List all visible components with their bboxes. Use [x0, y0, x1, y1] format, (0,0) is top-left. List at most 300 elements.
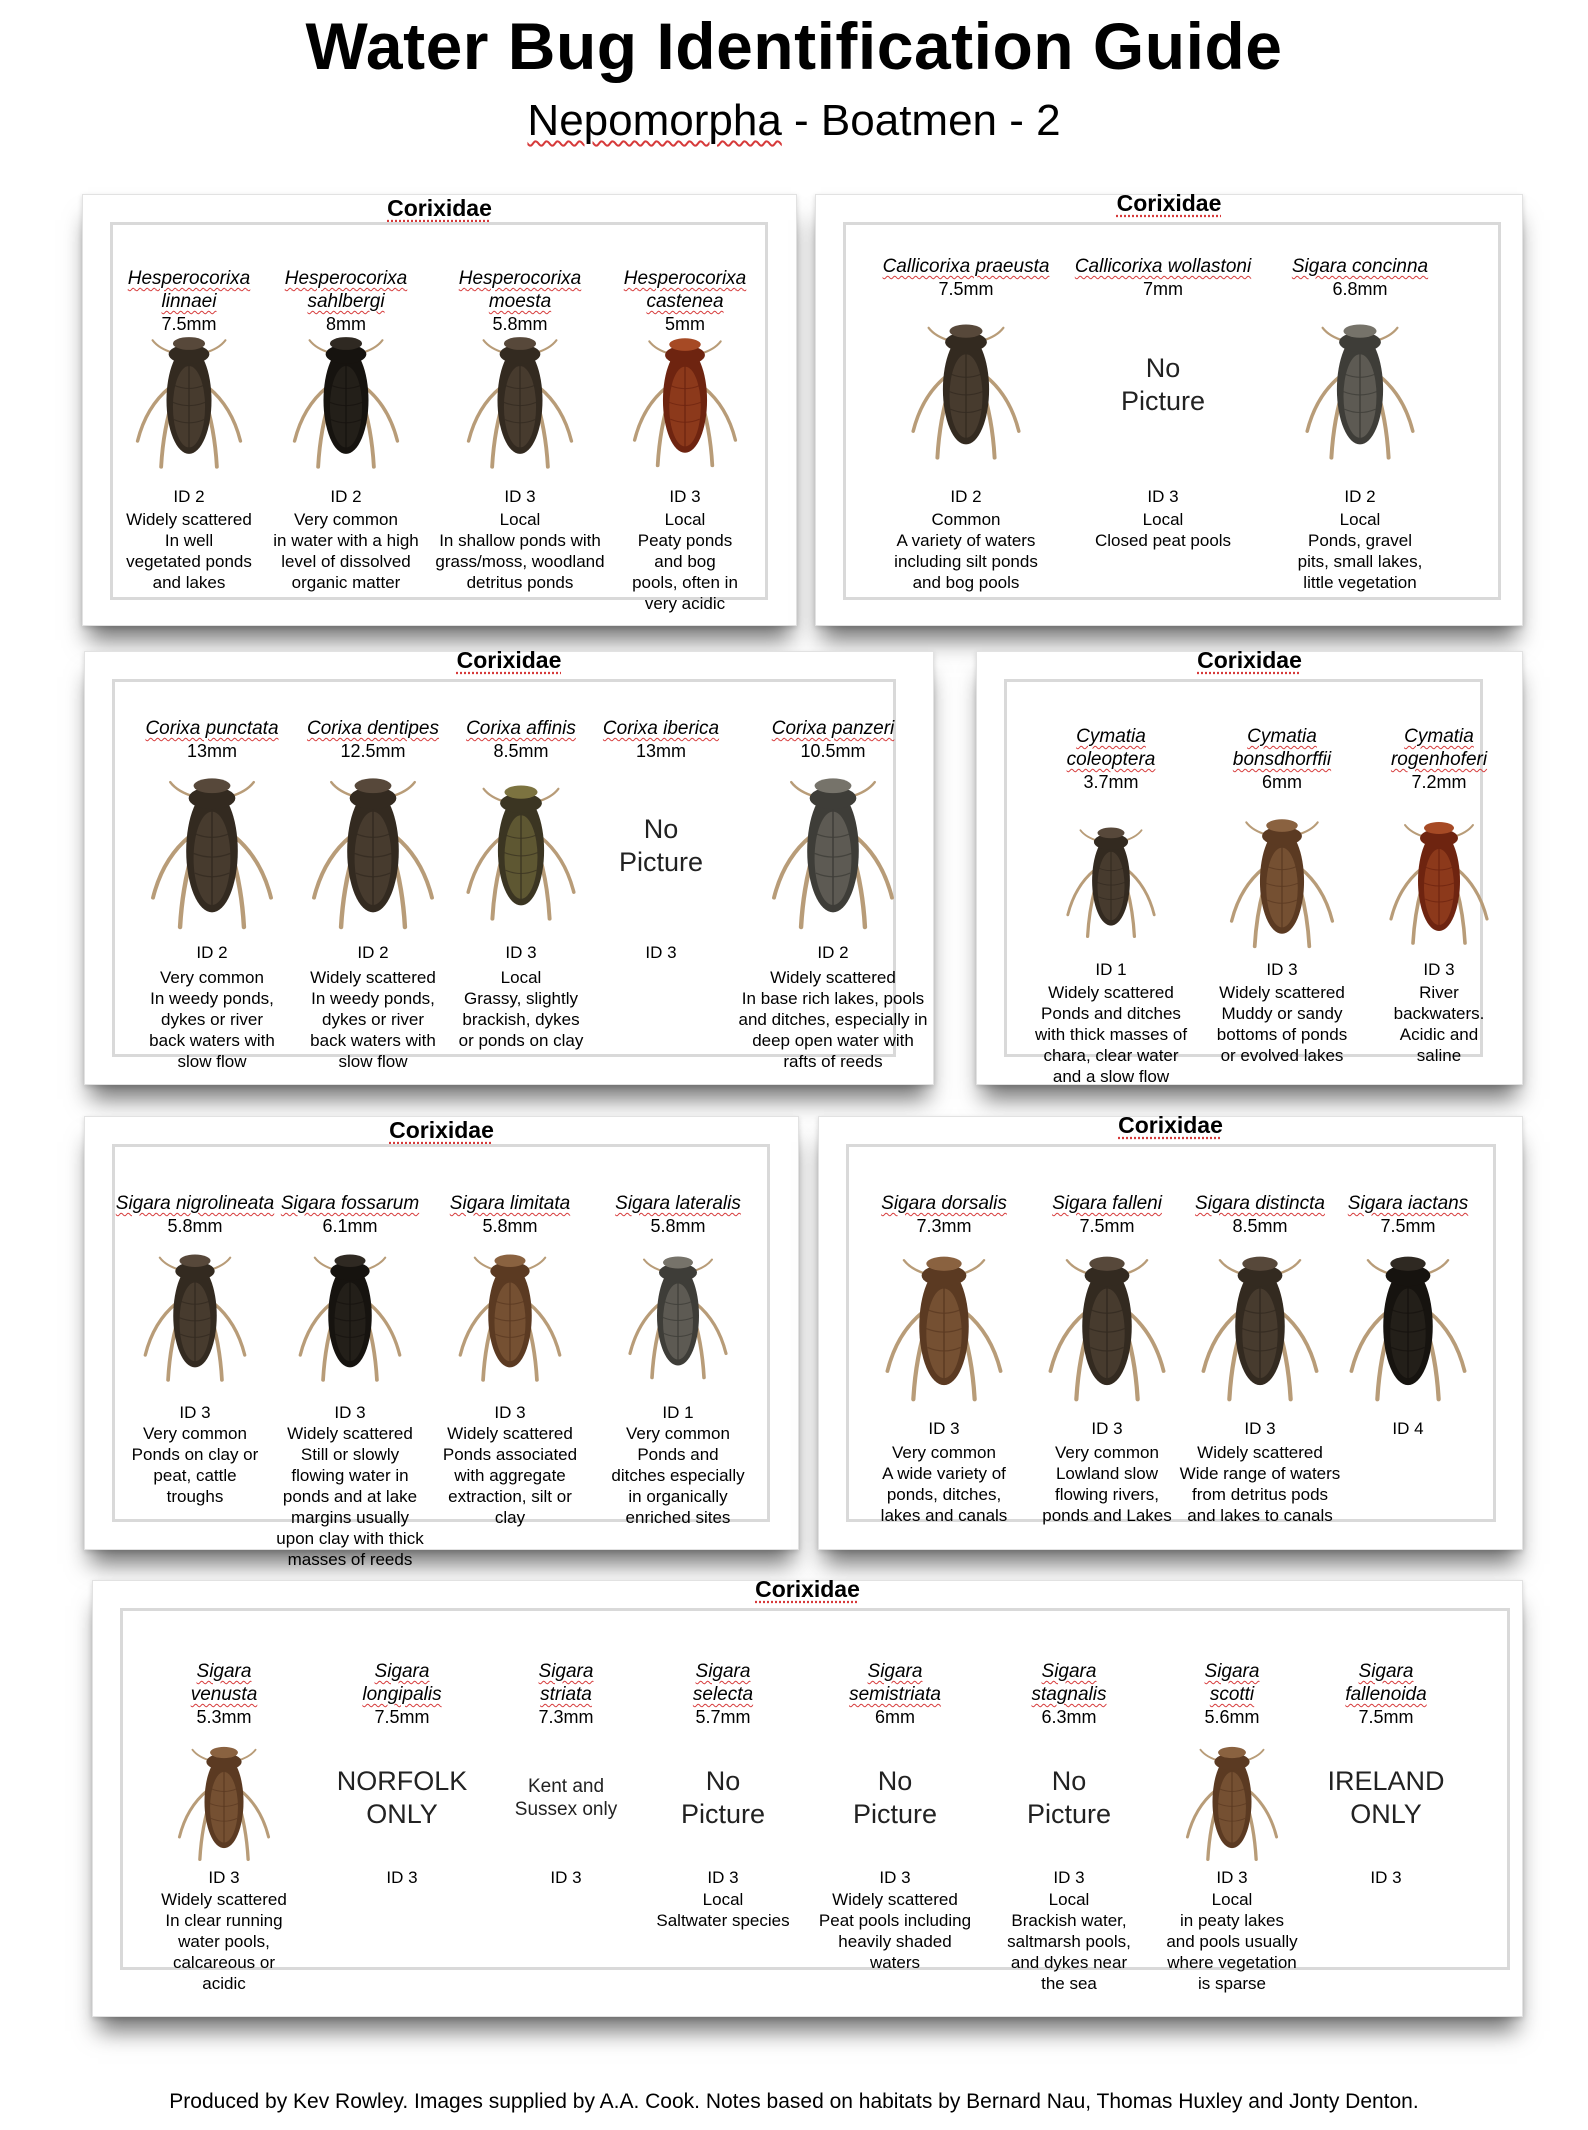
- page-title: Water Bug Identification Guide: [305, 9, 1283, 83]
- id-difficulty: ID 3: [334, 1403, 366, 1422]
- species-entry: [1364, 682, 1514, 1065]
- habitat-line: clay: [494, 1508, 526, 1527]
- habitat-line: deep open water with: [752, 1031, 914, 1050]
- placeholder-line: ONLY: [366, 1799, 438, 1829]
- water-boatman-image: [633, 321, 738, 471]
- scientific-name: Sigara: [1041, 1661, 1097, 1682]
- habitat-line: with thick masses of: [1034, 1025, 1188, 1044]
- species-entry: [114, 225, 264, 597]
- id-difficulty: ID 3: [179, 1403, 211, 1422]
- water-boatman-image: [1348, 1239, 1468, 1404]
- body-length: 5.6mm: [1204, 1707, 1260, 1727]
- habitat-line: where vegetation: [1167, 1953, 1297, 1972]
- id-difficulty: ID 3: [669, 487, 701, 506]
- habitat-line: with aggregate: [454, 1466, 566, 1485]
- habitat-line: Widely scattered: [832, 1890, 958, 1909]
- scientific-name: rogenhoferi: [1390, 749, 1488, 770]
- body-length: 5.8mm: [492, 314, 548, 334]
- habitat-line: Still or slowly: [300, 1445, 400, 1464]
- page-subtitle: [0, 96, 1588, 146]
- id-difficulty: ID 2: [173, 487, 205, 506]
- scientific-name: stagnalis: [1031, 1684, 1107, 1705]
- scientific-name: Sigara iactans: [1347, 1193, 1469, 1214]
- water-boatman-image: [298, 760, 448, 932]
- water-boatman-image: [450, 1239, 570, 1384]
- species-box: [112, 679, 928, 1071]
- scientific-name: Sigara distincta: [1195, 1193, 1325, 1214]
- habitat-line: Acidic and: [1399, 1025, 1479, 1044]
- scientific-name: sahlbergi: [307, 291, 385, 312]
- habitat-line: A wide variety of: [882, 1464, 1006, 1483]
- species-entry: [275, 1147, 425, 1569]
- species-entry: [271, 225, 421, 597]
- scientific-name: Cymatia: [1247, 726, 1317, 747]
- id-difficulty: ID 3: [928, 1419, 960, 1438]
- water-boatman-image: [874, 1239, 1014, 1404]
- family-heading: Corixidae: [755, 1576, 860, 1602]
- species-entry: [818, 1611, 972, 1972]
- habitat-line: Widely scattered: [126, 510, 252, 529]
- placeholder-line: Sussex only: [514, 1799, 618, 1820]
- habitat-line: Ponds associated: [442, 1445, 578, 1464]
- habitat-line: in peaty lakes: [1180, 1911, 1284, 1930]
- habitat-notes: [1342, 982, 1536, 1066]
- scientific-name: scotti: [1209, 1684, 1255, 1705]
- habitat-line: Local: [1211, 1890, 1253, 1909]
- scientific-name: Hesperocorixa: [284, 268, 408, 289]
- placeholder-line: Picture: [680, 1799, 766, 1829]
- body-length: 12.5mm: [340, 741, 406, 761]
- habitat-notes: [1066, 509, 1260, 551]
- scientific-name: Sigara: [695, 1661, 751, 1682]
- scientific-name: Cymatia: [1404, 726, 1474, 747]
- habitat-line: Muddy or sandy: [1221, 1004, 1343, 1023]
- habitat-line: A variety of waters: [896, 531, 1036, 550]
- species-box: [843, 222, 1501, 600]
- habitat-line: Local: [1142, 510, 1184, 529]
- water-boatman-image: [1389, 802, 1489, 952]
- habitat-line: and ditches, especially in: [738, 1010, 928, 1029]
- body-length: 7mm: [1143, 279, 1183, 299]
- habitat-line: or ponds on clay: [458, 1031, 584, 1050]
- habitat-line: slow flow: [177, 1052, 247, 1071]
- habitat-notes: [1135, 1889, 1329, 1994]
- id-difficulty: ID 3: [1091, 1419, 1123, 1438]
- picture-placeholder: [800, 1765, 990, 1831]
- habitat-line: flowing rivers,: [1055, 1485, 1159, 1504]
- habitat-line: and lakes to canals: [1187, 1506, 1333, 1525]
- habitat-notes: [588, 509, 782, 614]
- habitat-line: enriched sites: [625, 1508, 731, 1527]
- habitat-line: Local: [1048, 1890, 1090, 1909]
- species-entry: [738, 682, 928, 1071]
- placeholder-line: No: [877, 1766, 913, 1796]
- body-length: 8.5mm: [1232, 1216, 1288, 1236]
- habitat-notes: [1163, 1442, 1357, 1526]
- species-entry: [435, 225, 605, 597]
- habitat-line: waters: [869, 1953, 921, 1972]
- habitat-line: Wide range of waters: [1179, 1464, 1341, 1483]
- habitat-line: back waters with: [149, 1031, 275, 1050]
- habitat-line: is sparse: [1197, 1974, 1267, 1993]
- scientific-name: Sigara: [374, 1661, 430, 1682]
- subtitle-infraorder: Nepomorpha: [527, 96, 782, 145]
- species-entry: [1074, 225, 1252, 597]
- family-heading: Corixidae: [389, 1117, 494, 1143]
- habitat-line: dykes or river: [321, 1010, 425, 1029]
- habitat-line: Very common: [160, 968, 264, 987]
- id-difficulty: ID 3: [1266, 960, 1298, 979]
- body-length: 7.5mm: [1358, 1707, 1414, 1727]
- body-length: 10.5mm: [800, 741, 866, 761]
- body-length: 5.3mm: [196, 1707, 252, 1727]
- species-entry: [435, 1147, 585, 1527]
- habitat-line: and a slow flow: [1052, 1067, 1170, 1086]
- picture-placeholder: [307, 1765, 497, 1831]
- scientific-name: Sigara: [1204, 1661, 1260, 1682]
- picture-placeholder: [566, 813, 756, 879]
- scientific-name: Corixa dentipes: [306, 718, 440, 739]
- id-difficulty: ID 1: [1095, 960, 1127, 979]
- water-boatman-image: [1193, 1239, 1328, 1404]
- placeholder-line: Picture: [618, 847, 704, 877]
- species-entry: [1157, 1611, 1307, 1993]
- habitat-line: In clear running: [165, 1911, 283, 1930]
- picture-placeholder: [1291, 1765, 1481, 1831]
- habitat-line: and dykes near: [1010, 1953, 1128, 1972]
- habitat-line: In weedy ponds,: [150, 989, 274, 1008]
- habitat-line: pits, small lakes,: [1297, 552, 1423, 571]
- habitat-line: ponds and at lake: [282, 1487, 418, 1506]
- water-boatman-image: [911, 299, 1021, 471]
- species-entry: [882, 225, 1050, 597]
- habitat-line: Very common: [1055, 1443, 1159, 1462]
- habitat-line: Closed peat pools: [1094, 531, 1232, 550]
- scientific-name: Sigara: [196, 1661, 252, 1682]
- species-entry: [603, 1147, 753, 1527]
- habitat-line: Widely scattered: [161, 1890, 287, 1909]
- scientific-name: Corixa affinis: [466, 718, 576, 739]
- species-panel: [92, 1576, 1523, 2017]
- species-entry: [1311, 1611, 1461, 1967]
- scientific-name: Hesperocorixa: [127, 268, 251, 289]
- species-entry: [137, 682, 287, 1071]
- body-length: 7.5mm: [938, 279, 994, 299]
- body-length: 6.1mm: [322, 1216, 378, 1236]
- id-difficulty: ID 3: [1423, 960, 1455, 979]
- habitat-line: little vegetation: [1303, 573, 1417, 592]
- habitat-line: pools, often in: [632, 573, 738, 592]
- scientific-name: fallenoida: [1345, 1684, 1427, 1705]
- body-length: 7.5mm: [1079, 1216, 1135, 1236]
- id-difficulty: ID 3: [645, 943, 677, 962]
- habitat-line: River: [1419, 983, 1459, 1002]
- species-entry: [610, 225, 760, 613]
- body-length: 7.3mm: [538, 1707, 594, 1727]
- placeholder-line: Picture: [1026, 1799, 1112, 1829]
- habitat-line: Peat pools including: [818, 1911, 972, 1930]
- id-difficulty: ID 2: [1344, 487, 1376, 506]
- species-box: [110, 222, 768, 613]
- scientific-name: moesta: [488, 291, 552, 312]
- habitat-line: Widely scattered: [447, 1424, 573, 1443]
- species-entry: [586, 682, 736, 1054]
- id-difficulty: ID 3: [1216, 1868, 1248, 1887]
- id-difficulty: ID 2: [950, 487, 982, 506]
- species-entry: [869, 1147, 1019, 1525]
- scientific-name: bonsdhorffii: [1232, 749, 1332, 770]
- habitat-line: organic matter: [291, 573, 401, 592]
- id-difficulty: ID 4: [1392, 1419, 1424, 1438]
- scientific-name: Sigara: [867, 1661, 923, 1682]
- habitat-line: In base rich lakes, pools: [741, 989, 925, 1008]
- id-difficulty: ID 2: [330, 487, 362, 506]
- id-difficulty: ID 3: [1053, 1868, 1085, 1887]
- water-boatman-image: [1185, 1733, 1280, 1863]
- habitat-line: bottoms of ponds: [1216, 1025, 1348, 1044]
- scientific-name: Callicorixa wollastoni: [1074, 256, 1252, 277]
- species-entry: [1207, 682, 1357, 1065]
- habitat-line: back waters with: [310, 1031, 436, 1050]
- habitat-line: and pools usually: [1166, 1932, 1298, 1951]
- habitat-line: the sea: [1041, 1974, 1097, 1993]
- habitat-line: level of dissolved: [281, 552, 411, 571]
- scientific-name: Callicorixa praeusta: [882, 256, 1050, 277]
- habitat-line: acidic: [202, 1974, 246, 1993]
- id-difficulty: ID 3: [1370, 1868, 1402, 1887]
- species-box: [120, 1608, 1510, 1993]
- species-panel: [84, 647, 934, 1085]
- habitat-line: lakes and canals: [880, 1506, 1008, 1525]
- id-difficulty: ID 2: [196, 943, 228, 962]
- placeholder-line: No: [1145, 353, 1181, 383]
- water-boatman-image: [1305, 299, 1415, 471]
- water-boatman-image: [465, 321, 575, 471]
- habitat-notes: [127, 1889, 321, 1994]
- scientific-name: Hesperocorixa: [458, 268, 582, 289]
- species-entry: [115, 1147, 275, 1519]
- body-length: 5.7mm: [695, 1707, 751, 1727]
- habitat-line: masses of reeds: [287, 1550, 413, 1569]
- habitat-line: Widely scattered: [310, 968, 436, 987]
- habitat-line: In shallow ponds with: [439, 531, 601, 550]
- water-boatman-image: [1066, 802, 1156, 952]
- scientific-name: Sigara nigrolineata: [115, 1193, 275, 1214]
- id-difficulty: ID 1: [662, 1403, 694, 1422]
- habitat-line: troughs: [166, 1487, 224, 1506]
- habitat-line: or evolved lakes: [1220, 1046, 1344, 1065]
- habitat-notes: [1014, 982, 1208, 1087]
- scientific-name: Cymatia: [1076, 726, 1146, 747]
- habitat-line: Very common: [892, 1443, 996, 1462]
- placeholder-line: Picture: [1120, 386, 1206, 416]
- placeholder-line: IRELAND: [1327, 1766, 1445, 1796]
- habitat-line: margins usually: [290, 1508, 410, 1527]
- habitat-notes: [869, 509, 1063, 593]
- species-box: [112, 1144, 770, 1569]
- habitat-notes: [626, 1889, 820, 1931]
- water-boatman-image: [628, 1239, 728, 1384]
- placeholder-line: Kent and: [527, 1776, 605, 1797]
- species-entry: [1034, 682, 1188, 1086]
- habitat-line: and lakes: [152, 573, 226, 592]
- habitat-line: Widely scattered: [1197, 1443, 1323, 1462]
- body-length: 5.8mm: [482, 1216, 538, 1236]
- species-entry: [327, 1611, 477, 1967]
- habitat-line: flowing water in: [291, 1466, 409, 1485]
- scientific-name: Sigara falleni: [1052, 1193, 1162, 1214]
- id-difficulty: ID 3: [386, 1868, 418, 1887]
- body-length: 6mm: [875, 1707, 915, 1727]
- species-entry: [994, 1611, 1144, 1993]
- body-length: 7.2mm: [1411, 772, 1467, 792]
- scientific-name: Sigara fossarum: [280, 1193, 420, 1214]
- species-panel: [82, 194, 797, 626]
- id-difficulty: ID 3: [707, 1868, 739, 1887]
- species-entry: [149, 1611, 299, 1993]
- habitat-notes: [736, 967, 930, 1072]
- habitat-line: Ponds and: [637, 1445, 719, 1464]
- habitat-line: Local: [664, 510, 706, 529]
- habitat-line: Widely scattered: [1219, 983, 1345, 1002]
- habitat-line: Very common: [143, 1424, 247, 1443]
- habitat-line: and bog pools: [912, 573, 1020, 592]
- body-length: 7.5mm: [161, 314, 217, 334]
- species-entry: [1285, 225, 1435, 597]
- habitat-notes: [249, 509, 443, 593]
- scientific-name: Sigara: [1358, 1661, 1414, 1682]
- family-heading: Corixidae: [1118, 1112, 1223, 1138]
- habitat-line: Local: [500, 968, 542, 987]
- id-difficulty: ID 3: [494, 1403, 526, 1422]
- scientific-name: Corixa iberica: [602, 718, 720, 739]
- scientific-name: Corixa panzeri: [771, 718, 895, 739]
- id-difficulty: ID 3: [879, 1868, 911, 1887]
- id-difficulty: ID 2: [357, 943, 389, 962]
- water-boatman-image: [466, 760, 576, 932]
- habitat-line: calcareous or: [172, 1953, 276, 1972]
- habitat-line: slow flow: [338, 1052, 408, 1071]
- id-difficulty: ID 3: [505, 943, 537, 962]
- habitat-line: Brackish water,: [1011, 1911, 1127, 1930]
- id-difficulty: ID 3: [504, 487, 536, 506]
- scientific-name: semistriata: [849, 1684, 941, 1705]
- scientific-name: linnaei: [161, 291, 217, 312]
- body-length: 7.5mm: [1380, 1216, 1436, 1236]
- body-length: 3.7mm: [1083, 772, 1139, 792]
- habitat-line: ponds, ditches,: [886, 1485, 1002, 1504]
- habitat-line: in organically: [628, 1487, 728, 1506]
- habitat-line: detritus ponds: [466, 573, 574, 592]
- placeholder-line: No: [705, 1766, 741, 1796]
- picture-placeholder: [974, 1765, 1164, 1831]
- body-length: 13mm: [186, 741, 237, 761]
- placeholder-line: NORFOLK: [336, 1766, 468, 1796]
- habitat-line: Very common: [294, 510, 398, 529]
- habitat-line: Very common: [626, 1424, 730, 1443]
- habitat-line: saline: [1416, 1046, 1462, 1065]
- habitat-line: peat, cattle: [153, 1466, 237, 1485]
- picture-placeholder: [628, 1765, 818, 1831]
- water-boatman-image: [164, 1733, 284, 1863]
- scientific-name: castenea: [646, 291, 724, 312]
- scientific-name: Sigara concinna: [1291, 256, 1429, 277]
- water-boatman-image: [763, 760, 903, 932]
- scientific-name: Sigara: [538, 1661, 594, 1682]
- habitat-line: very acidic: [644, 594, 726, 613]
- water-boatman-image: [1230, 802, 1335, 952]
- subtitle-rest: - Boatmen - 2: [781, 96, 1061, 145]
- habitat-line: Saltwater species: [656, 1911, 790, 1930]
- family-heading: Corixidae: [1197, 647, 1302, 673]
- body-length: 8.5mm: [493, 741, 549, 761]
- habitat-line: dykes or river: [160, 1010, 264, 1029]
- id-difficulty: ID 3: [1244, 1419, 1276, 1438]
- placeholder-line: ONLY: [1350, 1799, 1422, 1829]
- scientific-name: venusta: [190, 1684, 258, 1705]
- habitat-line: vegetated ponds: [126, 552, 252, 571]
- habitat-line: Local: [702, 1890, 744, 1909]
- habitat-line: ponds and Lakes: [1042, 1506, 1172, 1525]
- habitat-line: brackish, dykes: [462, 1010, 580, 1029]
- placeholder-line: No: [1051, 1766, 1087, 1796]
- body-length: 7.3mm: [916, 1216, 972, 1236]
- scientific-name: Sigara limitata: [449, 1193, 571, 1214]
- habitat-line: in water with a high: [273, 531, 419, 550]
- species-panel: [84, 1116, 799, 1569]
- water-boatman-image: [1032, 1239, 1182, 1404]
- habitat-line: upon clay with thick: [276, 1529, 424, 1548]
- scientific-name: Corixa punctata: [145, 718, 279, 739]
- body-length: 13mm: [635, 741, 686, 761]
- water-boatman-image: [143, 1239, 248, 1384]
- family-heading: Corixidae: [1116, 190, 1222, 216]
- habitat-line: Widely scattered: [770, 968, 896, 987]
- species-box: [1004, 679, 1488, 1086]
- habitat-line: heavily shaded: [838, 1932, 952, 1951]
- species-entry: [1179, 1147, 1341, 1525]
- id-difficulty: ID 3: [550, 1868, 582, 1887]
- body-length: 5.8mm: [650, 1216, 706, 1236]
- water-boatman-image: [129, 321, 249, 471]
- body-length: 8mm: [326, 314, 366, 334]
- id-difficulty: ID 3: [208, 1868, 240, 1887]
- species-box: [846, 1144, 1496, 1525]
- habitat-line: In well: [164, 531, 214, 550]
- habitat-line: Common: [931, 510, 1001, 529]
- water-boatman-image: [275, 1239, 425, 1384]
- habitat-line: Widely scattered: [287, 1424, 413, 1443]
- body-length: 5mm: [665, 314, 705, 334]
- species-entry: [1333, 1147, 1483, 1519]
- body-length: 6.3mm: [1041, 1707, 1097, 1727]
- scientific-name: Sigara lateralis: [615, 1193, 741, 1214]
- species-entry: [648, 1611, 798, 1967]
- species-panel: [818, 1112, 1523, 1550]
- body-length: 7.5mm: [374, 1707, 430, 1727]
- water-boatman-image: [281, 321, 411, 471]
- habitat-line: Lowland slow: [1055, 1464, 1159, 1483]
- habitat-line: Ponds and ditches: [1041, 1004, 1181, 1023]
- habitat-line: rafts of reeds: [783, 1052, 883, 1071]
- habitat-line: Grassy, slightly: [464, 989, 578, 1008]
- scientific-name: Hesperocorixa: [623, 268, 747, 289]
- habitat-notes: [413, 1423, 607, 1528]
- habitat-line: water pools,: [178, 1932, 270, 1951]
- family-heading: Corixidae: [456, 647, 562, 673]
- habitat-line: Ponds on clay or: [131, 1445, 259, 1464]
- habitat-line: and bog: [654, 552, 716, 571]
